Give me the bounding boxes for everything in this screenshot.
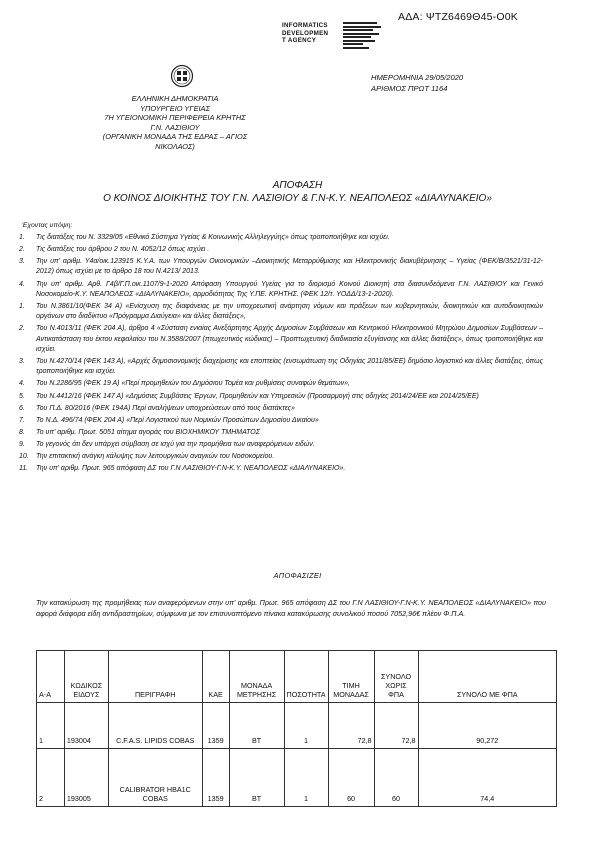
list-item: 7. Το Ν.Δ. 496/74 (ΦΕΚ 204 Α) «Περί Λογιστικού των Νομικών Προσώπων Δημοσίου Δικαίου» (19, 416, 319, 424)
issuer-block: ΕΛΛΗΝΙΚΗ ΔΗΜΟΚΡΑΤΙΑ ΥΠΟΥΡΓΕΙΟ ΥΓΕΙΑΣ 7Η ΥΓΕΙΟΝΟΜΙΚΗ ΠΕΡΙΦΕΡΕΙΑ ΚΡΗΤΗΣ Γ.Ν. ΛΑΣΙΘΙΟΥ (ΟΡΓΑΝΙΚΗ ΜΟΝΑΔΑ ΤΗΣ ΕΔΡΑΣ – ΑΓΙΟΣ ΝΙΚΟΛΑΟΣ) (102, 94, 248, 151)
table-cell: 1359 (202, 749, 229, 807)
col-header: ΤΙΜΗ ΜΟΝΑΔΑΣ (328, 651, 374, 703)
table-row (37, 749, 557, 807)
table-cell: 72,8 (328, 703, 374, 749)
ida-logo-graphic (343, 22, 385, 50)
considerations-list (0, 233, 595, 476)
list-item: 2. Του Ν.4013/11 (ΦΕΚ 204 Α), άρθρο 4 «Σύσταση ενιαίας Ανεξάρτητης Αρχής Δημοσίων Συμβάσεων και Κεντρικού Ηλεκτρονικού Μητρώου Δημοσίων Συμβάσεων – Αντικατάσταση του έκτου κεφαλαίου του Ν.3588/2007 (πτωχευτικός κώδικας) – Προπτωχευτική διαδικασία εξυγίανσης και άλλες διατάξεις», όπως τροποποιήθηκε και ισχύει. (19, 325, 543, 353)
list-item: 1. Τις διατάξεις του Ν. 3329/05 «Εθνικό Σύστημα Υγείας & Κοινωνικής Αλληλεγγύης» όπως τροποποιήθηκε και ισχύει. (19, 234, 390, 241)
table-cell: 1359 (202, 703, 229, 749)
col-header: ΚΑΕ (202, 651, 229, 703)
list-item: 5. Του Ν.4412/16 (ΦΕΚ 147 Α) «Δημόσιες Συμβάσεις Έργων, Προμηθειών και Υπηρεσιών (Προσαρμογή στις οδηγίες 2014/24/ΕΕ και 2014/25/ΕΕ) (19, 392, 479, 400)
list-item: 8. Το υπ' αριθμ. Πρωτ. 5051 αίτημα αγοράς του ΒΙΟΧΗΜΙΚΟΥ ΤΜΗΜΑΤΟΣ (19, 428, 260, 436)
table-cell: CALIBRATOR HBA1C COBAS (108, 749, 202, 807)
table-cell: ΒΤ (229, 703, 284, 749)
table-cell: 1 (284, 749, 328, 807)
list-item: 2. Τις διατάξεις του άρθρου 2 του Ν. 4052/12 όπως ισχύει . (19, 246, 210, 254)
decision-issuer: Ο ΚΟΙΝΟΣ ΔΙΟΙΚΗΤΗΣ ΤΟΥ Γ.Ν. ΛΑΣΙΘΙΟΥ & Γ.Ν-Κ.Υ. ΝΕΑΠΟΛΕΩΣ «ΔΙΑΛΥΝΑΚΕΙΟ» (103, 193, 492, 204)
list-item: 6. Του Π.Δ. 80/2016 (ΦΕΚ 194Α) Περί αναλήψεων υποχρεώσεων από τους διατάκτες» (19, 404, 295, 412)
table-cell: C.F.A.S. LIPIDS COBAS (108, 703, 202, 749)
table-cell: 60 (374, 749, 418, 807)
col-header: Α-Α (37, 651, 65, 703)
list-item: 10. Την επιτακτική ανάγκη κάλυψης των λειτουργικών αναγκών του Νοσοκομείου. (19, 453, 275, 460)
table-cell: 90,272 (418, 703, 557, 749)
table-cell: 193004 (64, 703, 108, 749)
table-header-row (37, 651, 557, 703)
ada-code: ΑΔΑ: ΨΤΖ6469Θ45-Ο0Κ (398, 11, 518, 23)
protocol-number: ΑΡΙΘΜΟΣ ΠΡΩΤ 1164 (371, 83, 448, 93)
col-header: ΣΥΝΟΛΟ ΜΕ ΦΠΑ (418, 651, 557, 703)
considering-label: Έχοντας υπόψη: (22, 222, 73, 229)
table-cell: ΒΤ (229, 749, 284, 807)
table-cell: 74,4 (418, 749, 557, 807)
greek-emblem-icon (170, 64, 194, 88)
col-header: ΠΕΡΙΓΡΑΦΗ (108, 651, 202, 703)
ida-logo-text: INFORMATICS DEVELOPMEN T AGENCY (282, 22, 329, 45)
table-cell: 72,8 (374, 703, 418, 749)
col-header: ΚΩΔΙΚΟΣ ΕΙΔΟΥΣ (64, 651, 108, 703)
table-cell: 2 (37, 749, 65, 807)
list-item: 11. Την υπ' αριθμ. Πρωτ. 965 απόφαση ΔΣ του Γ.Ν ΛΑΣΙΘΙΟΥ-Γ.Ν-Κ.Υ. ΝΕΑΠΟΛΕΩΣ «ΔΙΑΛΥΝΑΚΕΙΟ». (19, 465, 346, 473)
list-item: 1. Του Ν.3861/10(ΦΕΚ 34 Α) «Ενίσχυση της διαφάνειας με την υποχρεωτική ανάρτηση νόμων και πράξεων των κυβερνητικών, διοικητικών και αυτοδιοικητικών οργάνων στο διαδίκτυο «Πρόγραμμα Διαύγεια» και άλλες διατάξεις», (19, 302, 543, 321)
decides-heading: ΑΠΟΦΑΣΙΖΕΙ (273, 571, 322, 580)
table-cell: 193005 (64, 749, 108, 807)
col-header: ΣΥΝΟΛΟ ΧΩΡΙΣ ΦΠΑ (374, 651, 418, 703)
award-table (36, 650, 557, 807)
date-block (371, 73, 463, 94)
list-item: 4. Την υπ' αριθμ. Αρθ. Γ4β/Γ.Π.οικ.1107/9-1-2020 Απόφαση Υπουργού Υγείας για το διορισμό Κοινού Διοικητή στα διασυνδεόμενα Γ.Ν. ΛΑΣΙΘΙΟΥ και Γενικό Νοσοκομείο-Κ.Υ. ΝΕΑΠΟΛΕΩΣ «ΔΙΑΛΥΝΑΚΕΙΟ», αρμοδιότητας Της Υ.ΠΕ. ΚΡΗΤΗΣ. (ΦΕΚ 12/τ. ΥΟΔΔ/13-1-2020). (19, 280, 543, 298)
table-row (37, 703, 557, 749)
col-header: ΜΟΝΑΔΑ ΜΕΤΡΗΣΗΣ (229, 651, 284, 703)
decision-title: ΑΠΟΦΑΣΗ (272, 180, 323, 191)
table-cell: 60 (328, 749, 374, 807)
table-cell: 1 (284, 703, 328, 749)
decision-paragraph: Την κατακύρωση της προμήθειας των αναφερόμενων στην υπ' αριθμ. Πρωτ. 965 απόφαση ΔΣ του Γ.Ν ΛΑΣΙΘΙΟΥ-Γ.Ν-Κ.Υ. ΝΕΑΠΟΛΕΩΣ «ΔΙΑΛΥΝΑΚΕΙΟ» που αφορά διάφορα είδη αντιδραστηρίων, σύμφωνα με τον επισυναπτόμενο πίνακα κατακύρωσης συνολικού ποσού 7052,96€ πλέον Φ.Π.Α. (36, 598, 546, 618)
list-item: 9. Το γεγονός ότι δεν υπάρχει σύμβαση σε ισχύ για την προμήθεια των αναφερόμενων ειδών. (19, 440, 315, 448)
list-item: 3. Την υπ' αριθμ. Υ4α/οικ.123915 Κ.Υ.Α. των Υπουργών Οικονομικών –Διοικητικής Μεταρρύθμισης και Ηλεκτρονικής διακυβέρνησης – Υγείας (ΦΕΚ/Β/3521/31-12-2012) όπως ισχύει με το άρθρο 18 του Ν.4213/ 2013. (19, 258, 543, 276)
col-header: ΠΟΣΟΤΗΤΑ (284, 651, 328, 703)
document-date: ΗΜΕΡΟΜΗΝΙΑ 29/05/2020 (371, 73, 464, 82)
list-item: 4. Του Ν.2286/95 (ΦΕΚ 19 Α) «Περί προμηθειών του Δημόσιου Τομέα και ρυθμίσεις συναφών θεμάτων», (19, 380, 350, 388)
table-cell: 1 (37, 703, 65, 749)
list-item: 3. Του Ν.4270/14 (ΦΕΚ 143 Α), «Αρχές δημοσιονομικής διαχείρισης και εποπτείας (ενσωμάτωση της Οδηγίας 2011/85/ΕΕ) δημόσιο λογιστικό και άλλες διατάξεις, όπως τροποποιήθηκε και ισχύει. (19, 358, 543, 376)
